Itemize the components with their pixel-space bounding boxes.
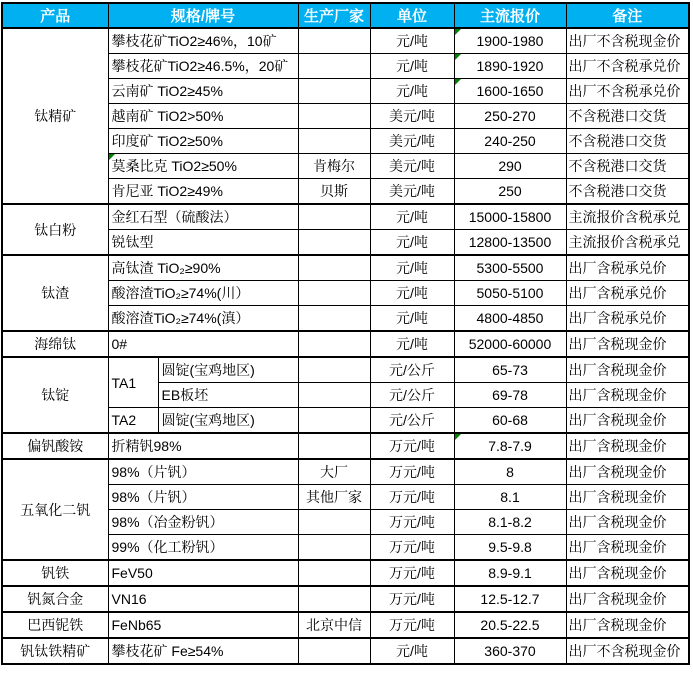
price-cell[interactable]: 250 bbox=[454, 179, 566, 205]
unit-cell[interactable]: 元/吨 bbox=[370, 28, 454, 54]
header-row bbox=[2, 3, 689, 28]
spec-cell[interactable]: FeV50 bbox=[108, 560, 298, 586]
product-cell[interactable]: 钒铁 bbox=[2, 560, 108, 586]
table-row bbox=[2, 331, 689, 357]
product-cell[interactable]: 钛白粉 bbox=[2, 204, 108, 255]
price-cell[interactable]: 250-270 bbox=[454, 104, 566, 129]
manufacturer-cell[interactable] bbox=[298, 306, 370, 332]
note-cell[interactable]: 出厂不含税现金价 bbox=[566, 28, 689, 54]
note-cell[interactable]: 出厂含税现金价 bbox=[566, 383, 689, 408]
note-cell[interactable]: 出厂不含税承兑价 bbox=[566, 79, 689, 104]
unit-cell[interactable]: 万元/吨 bbox=[370, 560, 454, 586]
manufacturer-cell[interactable] bbox=[298, 586, 370, 612]
spec-cell[interactable]: 锐钛型 bbox=[108, 230, 298, 256]
spec-cell[interactable]: 折精钒98% bbox=[108, 433, 298, 459]
unit-cell[interactable]: 元/吨 bbox=[370, 79, 454, 104]
spec-cell[interactable]: 98%（片钒） bbox=[108, 485, 298, 510]
price-cell[interactable]: 65-73 bbox=[454, 357, 566, 383]
spec-cell[interactable]: 99%（化工粉钒） bbox=[108, 535, 298, 561]
spec-cell[interactable]: 肯尼亚 TiO2≥49% bbox=[108, 179, 298, 205]
unit-cell[interactable]: 元/吨 bbox=[370, 306, 454, 332]
price-cell[interactable]: 360-370 bbox=[454, 638, 566, 664]
price-cell[interactable]: 9.5-9.8 bbox=[454, 535, 566, 561]
spec-cell[interactable]: 越南矿 TiO2>50% bbox=[108, 104, 298, 129]
product-cell[interactable]: 钒氮合金 bbox=[2, 586, 108, 612]
product-cell[interactable]: 钛精矿 bbox=[2, 28, 108, 204]
note-cell[interactable]: 出厂含税承兑价 bbox=[566, 281, 689, 306]
spec-cell[interactable]: 金红石型（硫酸法） bbox=[108, 204, 298, 230]
price-cell[interactable]: 7.8-7.9 bbox=[454, 433, 566, 459]
note-cell[interactable]: 出厂含税现金价 bbox=[566, 510, 689, 535]
price-cell[interactable]: 69-78 bbox=[454, 383, 566, 408]
note-cell[interactable]: 出厂不含税现金价 bbox=[566, 638, 689, 664]
manufacturer-cell[interactable] bbox=[298, 129, 370, 154]
col-header-unit[interactable]: 单位 bbox=[370, 3, 454, 28]
unit-cell[interactable]: 万元/吨 bbox=[370, 586, 454, 612]
manufacturer-cell[interactable] bbox=[298, 79, 370, 104]
unit-cell[interactable]: 元/吨 bbox=[370, 281, 454, 306]
spec-detail-cell[interactable]: 圆锭(宝鸡地区) bbox=[158, 357, 298, 383]
price-cell[interactable]: 20.5-22.5 bbox=[454, 612, 566, 638]
number-as-text-flag-icon bbox=[109, 154, 115, 160]
manufacturer-cell[interactable] bbox=[298, 255, 370, 281]
manufacturer-cell[interactable] bbox=[298, 357, 370, 383]
manufacturer-cell[interactable] bbox=[298, 560, 370, 586]
spec-cell[interactable]: 印度矿 TiO2≥50% bbox=[108, 129, 298, 154]
col-header-product[interactable]: 产品 bbox=[2, 3, 108, 28]
price-cell[interactable]: 8 bbox=[454, 459, 566, 485]
manufacturer-cell[interactable] bbox=[298, 408, 370, 434]
product-cell[interactable]: 巴西铌铁 bbox=[2, 612, 108, 638]
table-row bbox=[2, 204, 689, 230]
unit-cell[interactable]: 美元/吨 bbox=[370, 129, 454, 154]
unit-cell[interactable]: 美元/吨 bbox=[370, 104, 454, 129]
unit-cell[interactable]: 万元/吨 bbox=[370, 510, 454, 535]
manufacturer-cell[interactable] bbox=[298, 281, 370, 306]
note-cell[interactable]: 出厂含税现金价 bbox=[566, 586, 689, 612]
note-cell[interactable]: 不含税港口交货 bbox=[566, 104, 689, 129]
note-cell[interactable]: 出厂含税现金价 bbox=[566, 459, 689, 485]
note-cell[interactable]: 出厂含税承兑价 bbox=[566, 255, 689, 281]
col-header-note[interactable]: 备注 bbox=[566, 3, 689, 28]
price-cell[interactable]: 52000-60000 bbox=[454, 331, 566, 357]
table-row bbox=[2, 586, 689, 612]
manufacturer-cell[interactable]: 肯梅尔 bbox=[298, 154, 370, 179]
number-as-text-flag-icon bbox=[455, 434, 461, 440]
table-row bbox=[2, 433, 689, 459]
unit-cell[interactable]: 美元/吨 bbox=[370, 179, 454, 205]
spec-cell[interactable]: 高钛渣 TiO₂≥90% bbox=[108, 255, 298, 281]
spec-detail-cell[interactable]: EB板坯 bbox=[158, 383, 298, 408]
manufacturer-cell[interactable] bbox=[298, 383, 370, 408]
number-as-text-flag-icon bbox=[455, 29, 461, 35]
product-cell[interactable]: 五氧化二钒 bbox=[2, 459, 108, 560]
price-cell[interactable]: 8.1-8.2 bbox=[454, 510, 566, 535]
price-table bbox=[1, 2, 690, 665]
manufacturer-cell[interactable] bbox=[298, 204, 370, 230]
table-row bbox=[2, 255, 689, 281]
unit-cell[interactable]: 万元/吨 bbox=[370, 535, 454, 561]
unit-cell[interactable]: 元/公斤 bbox=[370, 408, 454, 434]
col-header-price[interactable]: 主流报价 bbox=[454, 3, 566, 28]
note-cell[interactable]: 出厂含税现金价 bbox=[566, 408, 689, 434]
spec-grade-cell[interactable]: TA1 bbox=[108, 357, 158, 408]
unit-cell[interactable]: 元/吨 bbox=[370, 331, 454, 357]
spec-cell[interactable]: VN16 bbox=[108, 586, 298, 612]
table-row bbox=[2, 459, 689, 485]
col-header-maker[interactable]: 生产厂家 bbox=[298, 3, 370, 28]
spec-cell[interactable]: 0# bbox=[108, 331, 298, 357]
note-cell[interactable]: 出厂含税现金价 bbox=[566, 331, 689, 357]
unit-cell[interactable]: 万元/吨 bbox=[370, 612, 454, 638]
price-cell[interactable]: 12.5-12.7 bbox=[454, 586, 566, 612]
manufacturer-cell[interactable] bbox=[298, 433, 370, 459]
price-cell[interactable]: 5300-5500 bbox=[454, 255, 566, 281]
unit-cell[interactable]: 元/吨 bbox=[370, 255, 454, 281]
note-cell[interactable]: 主流报价含税承兑 bbox=[566, 230, 689, 256]
manufacturer-cell[interactable]: 其他厂家 bbox=[298, 485, 370, 510]
unit-cell[interactable]: 元/公斤 bbox=[370, 383, 454, 408]
spec-detail-cell[interactable]: 圆锭(宝鸡地区) bbox=[158, 408, 298, 434]
note-cell[interactable]: 出厂含税现金价 bbox=[566, 535, 689, 561]
note-cell[interactable]: 出厂含税现金价 bbox=[566, 560, 689, 586]
manufacturer-cell[interactable] bbox=[298, 28, 370, 54]
price-cell[interactable]: 12800-13500 bbox=[454, 230, 566, 256]
spec-cell[interactable]: 98%（冶金粉钒） bbox=[108, 510, 298, 535]
price-cell[interactable]: 8.1 bbox=[454, 485, 566, 510]
unit-cell[interactable]: 万元/吨 bbox=[370, 485, 454, 510]
manufacturer-cell[interactable] bbox=[298, 535, 370, 561]
spec-grade-cell[interactable]: TA2 bbox=[108, 408, 158, 434]
number-as-text-flag-icon bbox=[455, 79, 461, 85]
manufacturer-cell[interactable] bbox=[298, 638, 370, 664]
note-cell[interactable]: 不含税港口交货 bbox=[566, 129, 689, 154]
table-row bbox=[2, 28, 689, 54]
manufacturer-cell[interactable]: 北京中信 bbox=[298, 612, 370, 638]
note-cell[interactable]: 不含税港口交货 bbox=[566, 179, 689, 205]
price-cell[interactable]: 240-250 bbox=[454, 129, 566, 154]
price-cell[interactable]: 60-68 bbox=[454, 408, 566, 434]
table-row bbox=[2, 357, 689, 383]
note-cell[interactable]: 出厂含税现金价 bbox=[566, 485, 689, 510]
number-as-text-flag-icon bbox=[455, 54, 461, 60]
note-cell[interactable]: 出厂含税现金价 bbox=[566, 612, 689, 638]
manufacturer-cell[interactable] bbox=[298, 230, 370, 256]
spec-cell[interactable]: 攀枝花矿TiO2≥46.5%，20矿 bbox=[108, 54, 298, 79]
spec-cell[interactable]: FeNb65 bbox=[108, 612, 298, 638]
price-cell[interactable]: 1900-1980 bbox=[454, 28, 566, 54]
table-body bbox=[2, 28, 689, 664]
manufacturer-cell[interactable] bbox=[298, 104, 370, 129]
manufacturer-cell[interactable]: 贝斯 bbox=[298, 179, 370, 205]
product-cell[interactable]: 钒钛铁精矿 bbox=[2, 638, 108, 664]
unit-cell[interactable]: 元/吨 bbox=[370, 204, 454, 230]
spec-cell[interactable]: 酸溶渣TiO₂≥74%(滇） bbox=[108, 306, 298, 332]
unit-cell[interactable]: 万元/吨 bbox=[370, 459, 454, 485]
unit-cell[interactable]: 元/吨 bbox=[370, 54, 454, 79]
manufacturer-cell[interactable] bbox=[298, 54, 370, 79]
product-cell[interactable]: 偏钒酸铵 bbox=[2, 433, 108, 459]
product-cell[interactable]: 钛锭 bbox=[2, 357, 108, 433]
price-cell[interactable]: 4800-4850 bbox=[454, 306, 566, 332]
manufacturer-cell[interactable]: 大厂 bbox=[298, 459, 370, 485]
note-cell[interactable]: 主流报价含税承兑 bbox=[566, 204, 689, 230]
manufacturer-cell[interactable] bbox=[298, 331, 370, 357]
note-cell[interactable]: 不含税港口交货 bbox=[566, 154, 689, 179]
note-cell[interactable]: 出厂含税现金价 bbox=[566, 357, 689, 383]
price-cell[interactable]: 1600-1650 bbox=[454, 79, 566, 104]
spec-cell[interactable]: 莫桑比克 TiO2≥50% bbox=[108, 154, 298, 179]
col-header-spec[interactable]: 规格/牌号 bbox=[108, 3, 298, 28]
unit-cell[interactable]: 元/公斤 bbox=[370, 357, 454, 383]
table-row bbox=[2, 638, 689, 664]
spec-cell[interactable]: 98%（片钒） bbox=[108, 459, 298, 485]
price-cell[interactable]: 15000-15800 bbox=[454, 204, 566, 230]
note-cell[interactable]: 出厂含税现金价 bbox=[566, 433, 689, 459]
spec-cell[interactable]: 攀枝花矿TiO2≥46%，10矿 bbox=[108, 28, 298, 54]
table-row bbox=[2, 560, 689, 586]
manufacturer-cell[interactable] bbox=[298, 510, 370, 535]
price-cell[interactable]: 1890-1920 bbox=[454, 54, 566, 79]
table-row bbox=[2, 612, 689, 638]
price-cell[interactable]: 5050-5100 bbox=[454, 281, 566, 306]
unit-cell[interactable]: 元/吨 bbox=[370, 230, 454, 256]
price-cell[interactable]: 290 bbox=[454, 154, 566, 179]
unit-cell[interactable]: 美元/吨 bbox=[370, 154, 454, 179]
spec-cell[interactable]: 酸溶渣TiO₂≥74%(川） bbox=[108, 281, 298, 306]
table-header bbox=[2, 3, 689, 28]
unit-cell[interactable]: 万元/吨 bbox=[370, 433, 454, 459]
product-cell[interactable]: 钛渣 bbox=[2, 255, 108, 331]
spec-cell[interactable]: 云南矿 TiO2≥45% bbox=[108, 79, 298, 104]
price-cell[interactable]: 8.9-9.1 bbox=[454, 560, 566, 586]
spec-cell[interactable]: 攀枝花矿 Fe≥54% bbox=[108, 638, 298, 664]
unit-cell[interactable]: 元/吨 bbox=[370, 638, 454, 664]
note-cell[interactable]: 出厂含税承兑价 bbox=[566, 306, 689, 332]
product-cell[interactable]: 海绵钛 bbox=[2, 331, 108, 357]
note-cell[interactable]: 出厂不含税承兑价 bbox=[566, 54, 689, 79]
